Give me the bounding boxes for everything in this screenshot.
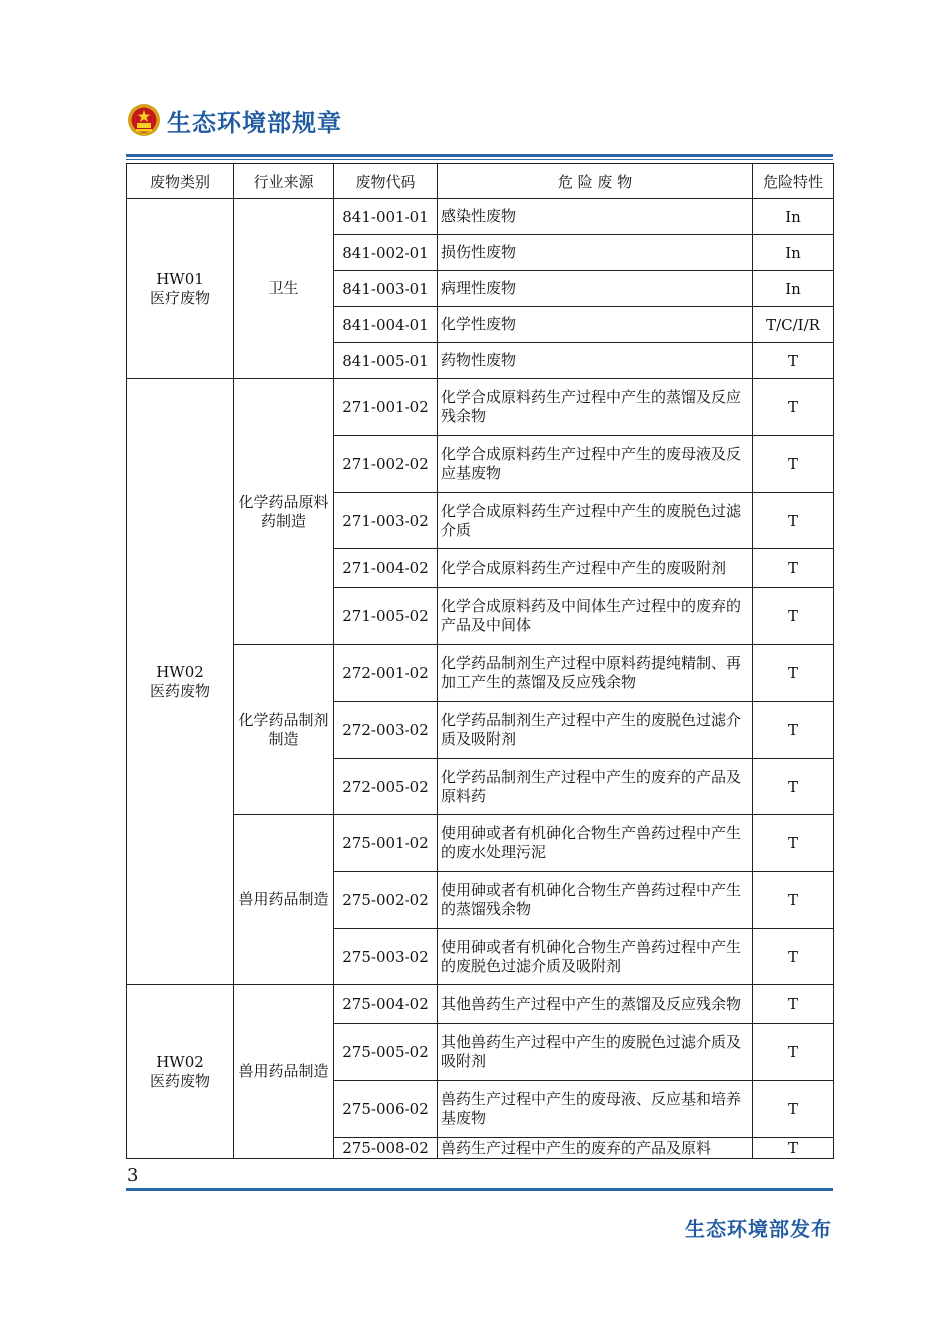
category-cell (127, 199, 234, 379)
waste-code: 271-001-02 (334, 379, 438, 436)
waste-code: 841-003-01 (334, 271, 438, 307)
source-cell: 化学药品原料药制造 (234, 379, 334, 645)
waste-desc: 化学性废物 (438, 307, 753, 343)
col-header-source: 行业来源 (234, 164, 334, 199)
hazard-code: In (753, 271, 834, 307)
source-cell: 兽用药品制造 (234, 815, 334, 985)
hazard-code: T (753, 872, 834, 929)
hazard-code: T (753, 1081, 834, 1138)
source-cell: 卫生 (234, 199, 334, 379)
hazard-code: T/C/I/R (753, 307, 834, 343)
hazard-code: T (753, 343, 834, 379)
waste-code: 275-002-02 (334, 872, 438, 929)
waste-desc: 药物性废物 (438, 343, 753, 379)
waste-desc: 化学合成原料药生产过程中产生的废母液及反应基废物 (438, 436, 753, 493)
waste-desc: 其他兽药生产过程中产生的蒸馏及反应残余物 (438, 985, 753, 1024)
hazardous-waste-table (126, 163, 834, 1159)
col-header-code: 废物代码 (334, 164, 438, 199)
waste-desc: 化学合成原料药及中间体生产过程中的废弃的产品及中间体 (438, 588, 753, 645)
waste-desc: 病理性废物 (438, 271, 753, 307)
table-row (127, 645, 834, 702)
header-rule-thick (126, 154, 833, 157)
waste-code: 271-003-02 (334, 493, 438, 549)
waste-desc: 使用砷或者有机砷化合物生产兽药过程中产生的废脱色过滤介质及吸附剂 (438, 929, 753, 985)
category-name: 医药废物 (149, 681, 210, 700)
hazard-code: In (753, 235, 834, 271)
waste-code: 275-008-02 (334, 1138, 438, 1159)
publisher-label: 生态环境部发布 (685, 1217, 832, 1241)
page-header (127, 100, 342, 140)
category-code: HW02 (156, 1052, 204, 1071)
waste-code: 271-002-02 (334, 436, 438, 493)
waste-desc: 使用砷或者有机砷化合物生产兽药过程中产生的蒸馏残余物 (438, 872, 753, 929)
table-row (127, 815, 834, 872)
table-row (127, 199, 834, 235)
category-code: HW02 (156, 662, 204, 681)
hazard-code: T (753, 759, 834, 815)
page-number: 3 (127, 1165, 139, 1186)
waste-code: 841-001-01 (334, 199, 438, 235)
table-row (127, 985, 834, 1024)
header-title: 生态环境部规章 (167, 108, 342, 137)
waste-code: 272-001-02 (334, 645, 438, 702)
waste-desc: 使用砷或者有机砷化合物生产兽药过程中产生的废水处理污泥 (438, 815, 753, 872)
hazard-code: T (753, 549, 834, 588)
waste-desc: 化学药品制剂生产过程中原料药提纯精制、再加工产生的蒸馏及反应残余物 (438, 645, 753, 702)
waste-code: 275-005-02 (334, 1024, 438, 1081)
waste-code: 275-003-02 (334, 929, 438, 985)
header-rule-thin (126, 159, 833, 160)
waste-code: 841-002-01 (334, 235, 438, 271)
waste-code: 275-001-02 (334, 815, 438, 872)
category-name: 医疗废物 (149, 288, 210, 307)
hazard-code: T (753, 379, 834, 436)
hazard-code: T (753, 985, 834, 1024)
hazard-code: T (753, 815, 834, 872)
waste-desc: 化学药品制剂生产过程中产生的废弃的产品及原料药 (438, 759, 753, 815)
col-header-category: 废物类别 (127, 164, 234, 199)
waste-code: 275-006-02 (334, 1081, 438, 1138)
waste-desc: 化学合成原料药生产过程中产生的废脱色过滤介质 (438, 493, 753, 549)
waste-desc: 化学药品制剂生产过程中产生的废脱色过滤介质及吸附剂 (438, 702, 753, 759)
category-cell (127, 379, 234, 985)
waste-code: 275-004-02 (334, 985, 438, 1024)
waste-desc: 兽药生产过程中产生的废母液、反应基和培养基废物 (438, 1081, 753, 1138)
waste-desc: 其他兽药生产过程中产生的废脱色过滤介质及吸附剂 (438, 1024, 753, 1081)
waste-desc: 感染性废物 (438, 199, 753, 235)
waste-desc: 损伤性废物 (438, 235, 753, 271)
hazard-code: T (753, 1138, 834, 1159)
waste-desc: 化学合成原料药生产过程中产生的废吸附剂 (438, 549, 753, 588)
waste-code: 272-003-02 (334, 702, 438, 759)
category-name: 医药废物 (149, 1071, 210, 1090)
category-code: HW01 (156, 269, 204, 288)
col-header-hazard: 危险特性 (753, 164, 834, 199)
hazard-code: T (753, 588, 834, 645)
hazard-code: T (753, 929, 834, 985)
national-emblem-icon (127, 103, 161, 137)
hazard-code: T (753, 436, 834, 493)
col-header-waste: 危 险 废 物 (438, 164, 753, 199)
hazard-code: T (753, 1024, 834, 1081)
source-cell: 兽用药品制造 (234, 985, 334, 1159)
hazard-code: In (753, 199, 834, 235)
table-header-row (127, 164, 834, 199)
waste-code: 271-004-02 (334, 549, 438, 588)
waste-code: 271-005-02 (334, 588, 438, 645)
waste-desc: 化学合成原料药生产过程中产生的蒸馏及反应残余物 (438, 379, 753, 436)
category-cell (127, 985, 234, 1159)
waste-code: 272-005-02 (334, 759, 438, 815)
waste-code: 841-004-01 (334, 307, 438, 343)
table-row (127, 379, 834, 436)
hazard-code: T (753, 702, 834, 759)
waste-desc: 兽药生产过程中产生的废弃的产品及原料 (438, 1138, 753, 1159)
hazard-code: T (753, 493, 834, 549)
waste-code: 841-005-01 (334, 343, 438, 379)
source-cell: 化学药品制剂制造 (234, 645, 334, 815)
hazard-code: T (753, 645, 834, 702)
footer-rule (126, 1188, 833, 1191)
